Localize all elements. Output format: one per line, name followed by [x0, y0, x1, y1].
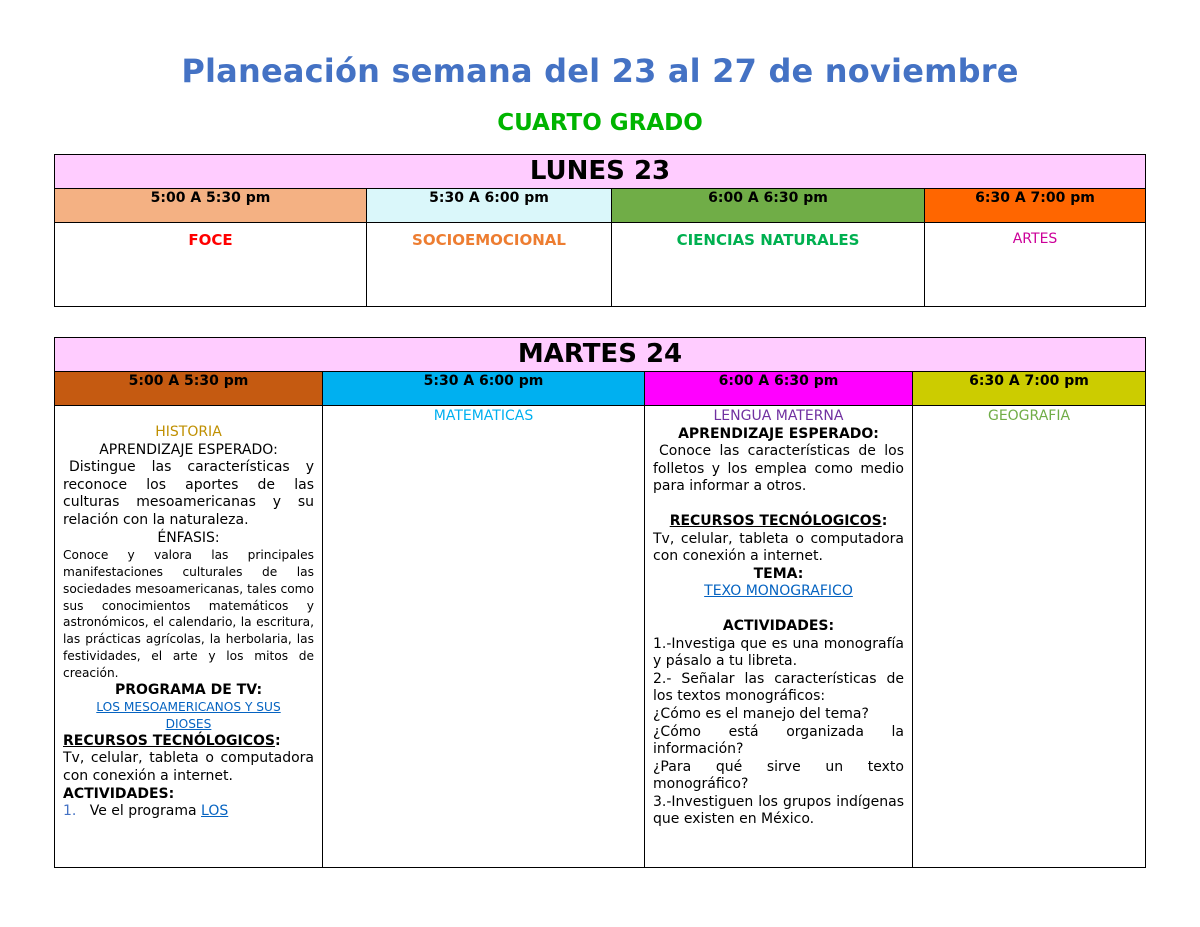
historia-programa-link[interactable]: LOS MESOAMERICANOS Y SUS DIOSES — [96, 700, 281, 731]
historia-programa-label: PROGRAMA DE TV: — [114, 681, 263, 698]
historia-actividad-link[interactable]: LOS — [201, 803, 229, 820]
grade-heading: CUARTO GRADO — [497, 110, 703, 136]
martes-geografia-cell — [913, 406, 1146, 868]
lunes-subject-socioemocional: SOCIOEMOCIONAL — [367, 223, 612, 307]
martes-slot-3: 6:00 A 6:30 pm — [645, 372, 913, 406]
lengua-act-2: 2.- Señalar las características de los textos monográficos: — [653, 670, 904, 705]
lengua-aprendizaje-text: Conoce las características de los folletos y los emplea como medio para informar a otros. — [653, 443, 904, 495]
page-title: Planeación semana del 23 al 27 de noviembre — [181, 52, 1019, 90]
matematicas-subject: MATEMATICAS — [433, 408, 534, 424]
lunes-table — [54, 154, 1146, 307]
martes-slot-1: 5:00 A 5:30 pm — [55, 372, 323, 406]
historia-actividades-label: ACTIVIDADES: — [63, 785, 175, 802]
lengua-aprendizaje-label: APRENDIZAJE ESPERADO: — [678, 425, 879, 442]
historia-subject: HISTORIA — [155, 424, 222, 440]
lengua-q-3: ¿Para qué sirve un texto monográfico? — [653, 758, 904, 793]
lunes-slot-2: 5:30 A 6:00 pm — [367, 189, 612, 223]
lengua-act-3: 3.-Investiguen los grupos indígenas que existen en México. — [653, 793, 904, 828]
lengua-q-1: ¿Cómo es el manejo del tema? — [653, 705, 869, 722]
lengua-recursos-text: Tv, celular, tableta o computadora con conexión a internet. — [653, 530, 904, 565]
historia-recursos-label: RECURSOS TECNÓLOGICOS — [63, 732, 275, 749]
lengua-tema-label: TEMA: — [753, 565, 804, 582]
martes-slot-4: 6:30 A 7:00 pm — [913, 372, 1146, 406]
lunes-slot-3: 6:00 A 6:30 pm — [612, 189, 925, 223]
martes-lengua-cell: LENGUA MATERNA APRENDIZAJE ESPERADO: Conoce las características de los folletos y los emplea como medio para informar a otros. RECURSOS TECNÓLOGICOS: Tv, celular, tableta o computadora con conexión a internet. TEMA: TEXO MONOGRAFICO ACTIVIDADES: 1.-Investiga que es una monografía y pásalo a tu libreta. 2.- Señalar las características de los textos monográficos: ¿Cómo es el manejo del tema? ¿Cómo está organizada la información? ¿Para qué sirve un texto monográfico? 3.-Investiguen los grupos indígenas que existen en México. — [645, 406, 913, 868]
lengua-actividades-label: ACTIVIDADES: — [722, 617, 835, 634]
lunes-subject-ciencias: CIENCIAS NATURALES — [612, 223, 925, 307]
martes-header: MARTES 24 — [55, 338, 1146, 372]
historia-aprendizaje-text: Distingue las características y reconoce los aportes de las culturas mesoamericanas y su relación con la naturaleza. — [63, 459, 314, 528]
lunes-subject-artes: ARTES — [925, 223, 1146, 307]
geografia-subject: GEOGRAFIA — [987, 408, 1071, 424]
lunes-slot-1: 5:00 A 5:30 pm — [55, 189, 367, 223]
historia-recursos-text: Tv, celular, tableta o computadora con conexión a internet. — [63, 750, 314, 784]
lengua-recursos-label: RECURSOS TECNÓLOGICOS — [669, 512, 882, 529]
lunes-slot-4: 6:30 A 7:00 pm — [925, 189, 1146, 223]
martes-slot-2: 5:30 A 6:00 pm — [323, 372, 645, 406]
martes-historia-cell: HISTORIA APRENDIZAJE ESPERADO: Distingue las características y reconoce los aportes de las culturas mesoamericanas y su relación con la naturaleza. ÉNFASIS: Conoce y valora las principales manifestaciones culturales de las sociedades mesoamericanas, tales como sus conocimientos matemáticos y astronómicos, el calendario, la escritura, las prácticas agrícolas, la herbolaria, las festividades, el arte y los mitos de creación. PROGRAMA DE TV: LOS MESOAMERICANOS Y SUS DIOSES RECURSOS TECNÓLOGICOS: Tv, celular, tableta o computadora con conexión a internet. ACTIVIDADES: 1. Ve el programa LOS — [55, 406, 323, 868]
lengua-q-2: ¿Cómo está organizada la información? — [653, 723, 904, 758]
lunes-header: LUNES 23 — [55, 155, 1146, 189]
martes-matematicas-cell — [323, 406, 645, 868]
historia-enfasis-text: Conoce y valora las principales manifestaciones culturales de las sociedades mesoamericanas, tales como sus conocimientos matemáticos y astronómicos, el calendario, la escritura, las prácticas agrícolas, la herbolaria, las festividades, el arte y los mitos de creación. — [63, 548, 314, 680]
historia-aprendizaje-label: APRENDIZAJE ESPERADO: — [99, 441, 278, 458]
lengua-act-1: 1.-Investiga que es una monografía y pásalo a tu libreta. — [653, 635, 904, 670]
martes-table — [54, 337, 1146, 868]
lengua-tema-link[interactable]: TEXO MONOGRAFICO — [704, 583, 853, 600]
historia-enfasis-label: ÉNFASIS: — [157, 529, 220, 546]
lengua-subject: LENGUA MATERNA — [713, 408, 844, 424]
lunes-subject-foce: FOCE — [55, 223, 367, 307]
historia-actividad-1: 1. Ve el programa LOS — [63, 803, 229, 820]
